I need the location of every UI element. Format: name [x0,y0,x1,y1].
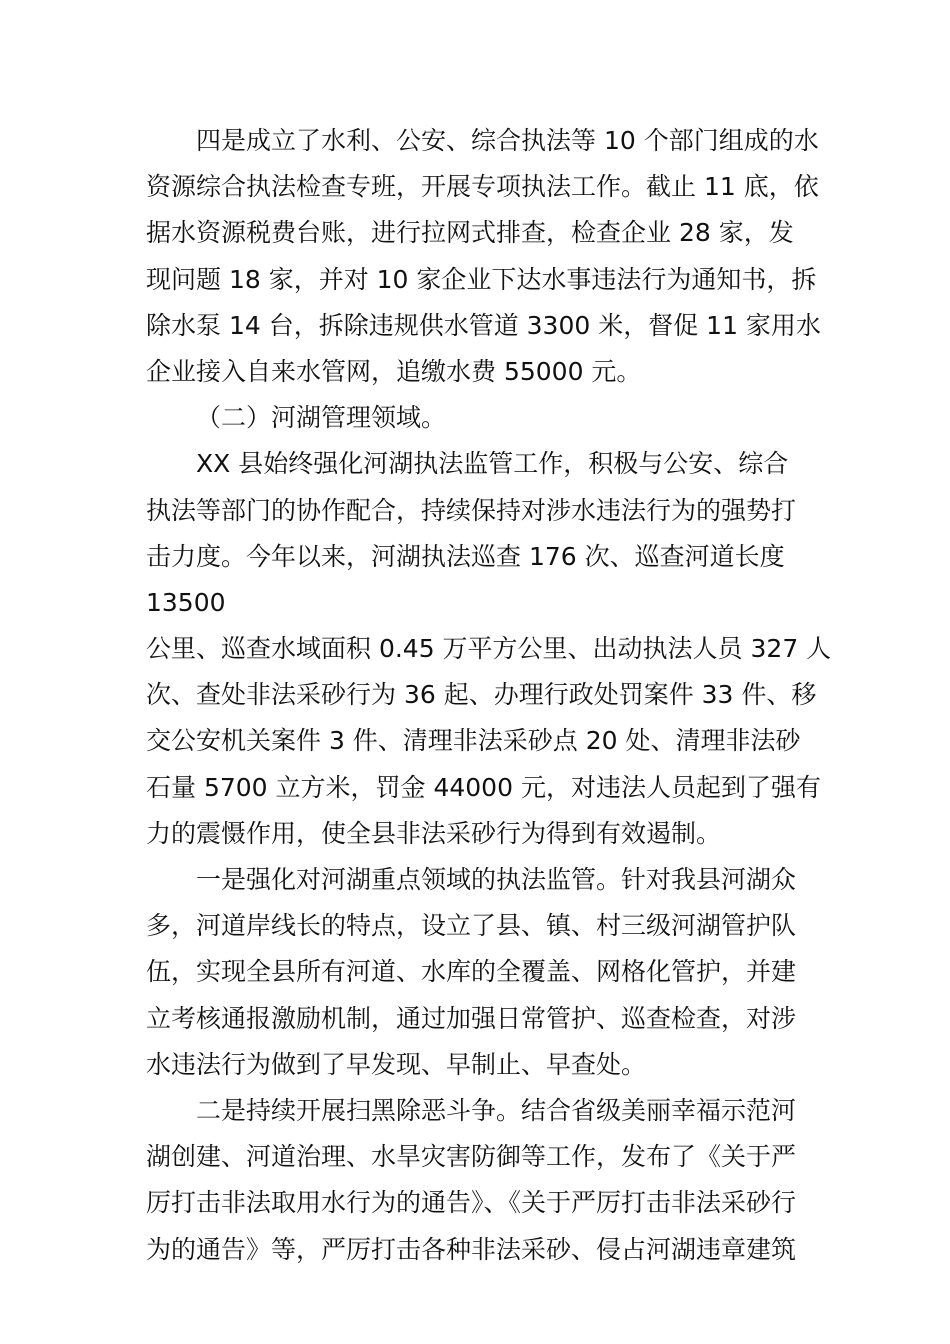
paragraph-river-lake-enforcement [146,441,832,857]
text-line: 次、查处非法采砂行为 36 起、办理行政处罚案件 33 件、移 [146,680,817,710]
text-line: 执法等部门的协作配合，持续保持对涉水违法行为的强势打 [146,495,797,525]
text-line: 力的震慑作用，使全县非法采砂行为得到有效遏制。 [146,818,722,848]
text-line: 厉打击非法取用水行为的通告》、《关于严厉打击非法采砂行 [146,1188,797,1218]
paragraph-water-resources-task-force [146,118,821,395]
document-page [146,118,832,1273]
paragraph-key-area-supervision [146,857,810,1088]
section-heading-river-lake-management [146,395,810,441]
text-line: 一是强化对河湖重点领域的执法监管。针对我县河湖众 [196,865,797,894]
text-line: 资源综合执法检查专班，开展专项执法工作。截止 11 底，依 [146,172,819,202]
text-line: 除水泵 14 台，拆除违规供水管道 3300 米，督促 11 家用水 [146,310,821,340]
text-line: 交公安机关案件 3 件、清理非法采砂点 20 处、清理非法砂 [146,726,801,756]
text-line: 企业接入自来水管网，追缴水费 55000 元。 [146,356,642,386]
text-line: XX 县始终强化河湖执法监管工作，积极与公安、综合 [196,449,789,479]
text-line: 公里、巡查水域面积 0.45 万平方公里、出动执法人员 327 人 [146,634,832,664]
paragraph-anti-crime-campaign [146,1088,810,1273]
text-line: 水违法行为做到了早发现、早制止、早查处。 [146,1049,647,1079]
text-line: 现问题 18 家，并对 10 家企业下达水事违法行为通知书，拆 [146,264,817,294]
text-line: 击力度。今年以来，河湖执法巡查 176 次、巡查河道长度 [146,541,785,571]
text-line: 13500 [146,587,226,617]
text-line: 为的通告》等，严厉打击各种非法采砂、侵占河湖违章建筑 [146,1234,797,1264]
text-line: 二是持续开展扫黑除恶斗争。结合省级美丽幸福示范河 [196,1095,797,1125]
text-line: 四是成立了水利、公安、综合执法等 10 个部门组成的水 [196,126,819,155]
text-line: 立考核通报激励机制，通过加强日常管护、巡查检查，对涉 [146,1003,797,1033]
section-heading: （二）河湖管理领域。 [196,403,447,433]
text-line: 石量 5700 立方米，罚金 44000 元，对违法人员起到了强有 [146,772,821,802]
text-line: 多，河道岸线长的特点，设立了县、镇、村三级河湖管护队 [146,911,797,941]
text-line: 据水资源税费台账，进行拉网式排查，检查企业 28 家，发 [146,218,794,248]
text-line: 伍，实现全县所有河道、水库的全覆盖、网格化管护，并建 [146,957,797,987]
text-line: 湖创建、河道治理、水旱灾害防御等工作，发布了《关于严 [146,1142,797,1172]
